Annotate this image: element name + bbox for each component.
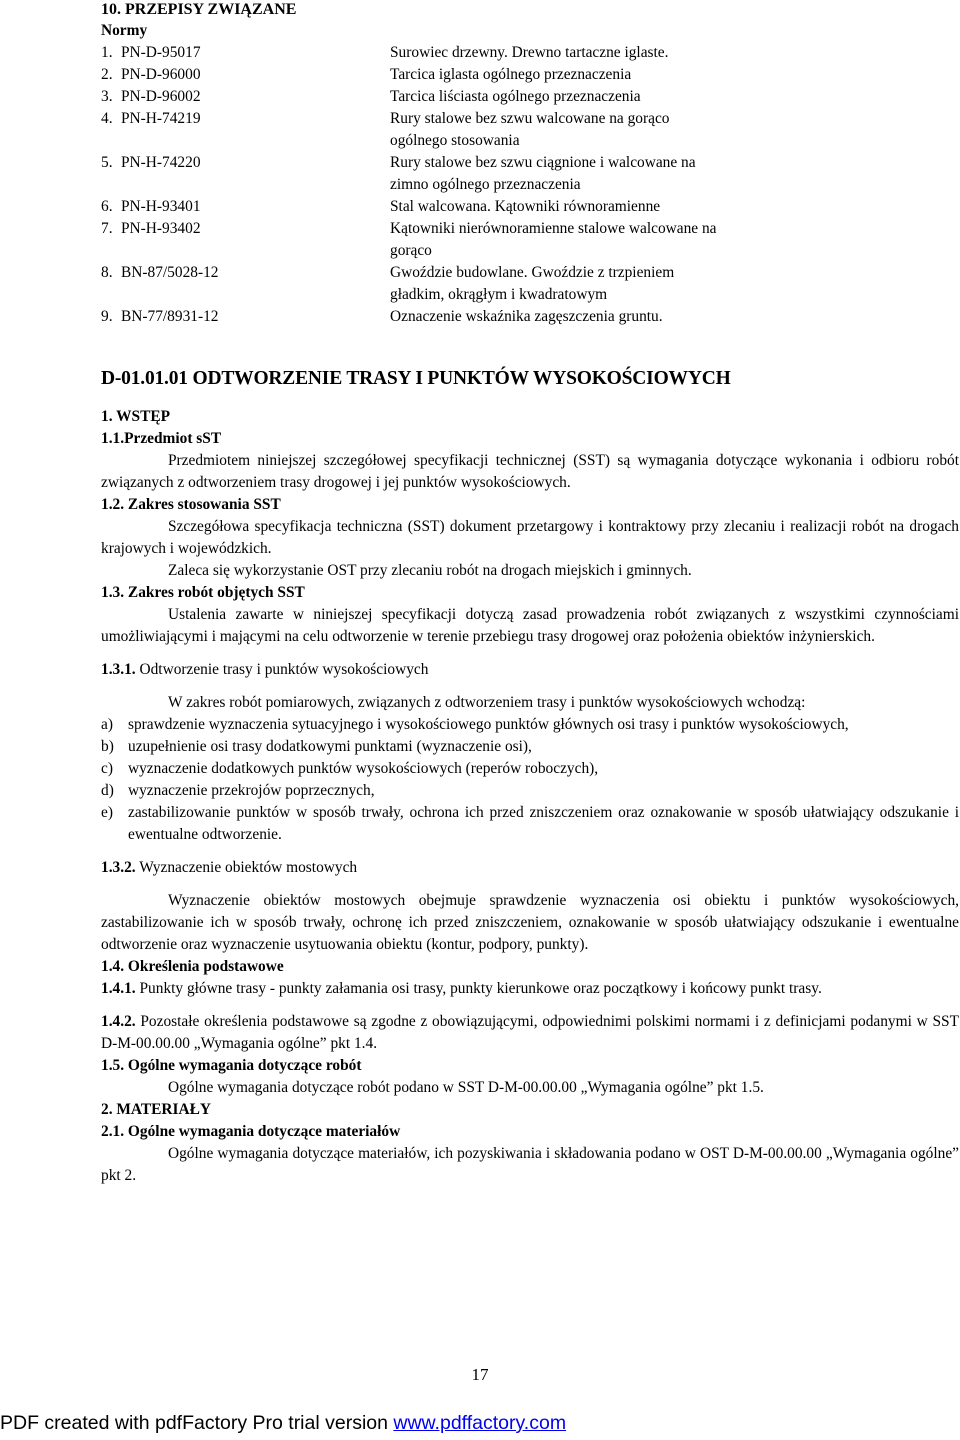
norm-code: BN-77/8931-12	[121, 308, 219, 325]
norm-number	[101, 130, 121, 152]
section-heading-2-1: 2.1. Ogólne wymagania dotyczące materiałów	[101, 1123, 401, 1140]
norm-number: 9.	[101, 308, 113, 325]
list-letter: c)	[101, 760, 113, 777]
norm-code: PN-H-93402	[121, 220, 201, 237]
paragraph-1-3: Ustalenia zawarte w niniejszej specyfikacji dotyczą zasad prowadzenia robót związanych z wszystkimi czynnościami umożliwiającymi i mającymi na celu odtworzenie w terenie przebiegu trasy drogowej oraz położenia obiektów inżynierskich.	[101, 606, 959, 645]
norm-title: Rury stalowe bez szwu walcowane na gorąco	[390, 110, 670, 127]
norm-title: Stal walcowana. Kątowniki równoramienne	[390, 198, 661, 215]
norm-code	[121, 130, 390, 152]
section-heading-1-5: 1.5. Ogólne wymagania dotyczące robót	[101, 1057, 362, 1074]
norm-row	[101, 262, 959, 284]
list-text: zastabilizowanie punktów w sposób trwały, ochrona ich przed zniszczeniem oraz oznakowanie w sposób ułatwiający odszukanie i ewentualne odtworzenie.	[128, 804, 959, 843]
section-heading-1-3-2	[101, 857, 959, 879]
list-text: wyznaczenie przekrojów poprzecznych,	[128, 782, 375, 799]
list-item	[101, 758, 959, 780]
norm-title: zimno ogólnego przeznaczenia	[390, 176, 581, 193]
norm-row	[101, 42, 959, 64]
paragraph-1-3-2: Wyznaczenie obiektów mostowych obejmuje sprawdzenie wyznaczenia osi obiektu i punktów wysokościowych, zastabilizowanie ich w sposób trwały, ochronę ich przed zniszczeniem, oznakowanie w sposób ułatwiający odszukanie i ewentualne odtworzenie oraz wyznaczenie usytuowania obiektu (kontur, podpory, punkty).	[101, 892, 959, 953]
norm-row	[101, 108, 959, 130]
section-heading-1-4: 1.4. Określenia podstawowe	[101, 958, 284, 975]
norm-row	[101, 152, 959, 174]
norm-code	[121, 240, 390, 262]
section-title-1-3-2: Wyznaczenie obiektów mostowych	[135, 859, 358, 876]
norm-title: Kątowniki nierównoramienne stalowe walcowane na	[390, 220, 717, 237]
list-item	[101, 780, 959, 802]
norm-code: PN-D-96000	[121, 66, 201, 83]
norm-code: PN-D-96002	[121, 88, 201, 105]
norm-row-continuation	[101, 284, 959, 306]
norm-number: 1.	[101, 44, 113, 61]
norm-number: 7.	[101, 220, 113, 237]
norm-row-continuation	[101, 130, 959, 152]
norms-label: Normy	[101, 22, 148, 39]
paragraph-1-3-1-intro: W zakres robót pomiarowych, związanych z odtworzeniem trasy i punktów wysokościowych wchodzą:	[168, 694, 806, 711]
list-text: wyznaczenie dodatkowych punktów wysokościowych (reperów roboczych),	[128, 760, 599, 777]
definition-1-4-1: Punkty główne trasy - punkty załamania osi trasy, punkty kierunkowe oraz początkowy i końcowy punkt trasy.	[135, 980, 822, 997]
paragraph-1-5: Ogólne wymagania dotyczące robót podano w SST D-M-00.00.00 „Wymagania ogólne” pkt 1.5.	[168, 1079, 764, 1096]
section-heading-1: 1. WSTĘP	[101, 408, 170, 425]
section-heading-1-3-1	[101, 659, 959, 681]
norm-number: 3.	[101, 88, 113, 105]
spec-title: D-01.01.01 ODTWORZENIE TRASY I PUNKTÓW WYSOKOŚCIOWYCH	[101, 368, 731, 389]
section-title-1-3-1: Odtworzenie trasy i punktów wysokościowych	[135, 661, 429, 678]
norm-number: 8.	[101, 264, 113, 281]
section-heading-1-3: 1.3. Zakres robót objętych SST	[101, 584, 305, 601]
paragraph-2-1: Ogólne wymagania dotyczące materiałów, ich pozyskiwania i składowania podano w OST D-M-00.00.00 „Wymagania ogólne” pkt 2.	[101, 1145, 959, 1184]
norm-code: PN-H-74220	[121, 154, 201, 171]
list-letter: a)	[101, 716, 113, 733]
page-number: 17	[471, 1365, 489, 1384]
document-page	[101, 0, 959, 1187]
norm-number: 4.	[101, 110, 113, 127]
norm-number: 5.	[101, 154, 113, 171]
norm-title: ogólnego stosowania	[390, 132, 520, 149]
list-item	[101, 802, 959, 846]
list-letter: e)	[101, 804, 113, 821]
section-number-1-3-2: 1.3.2.	[101, 859, 136, 876]
norm-number	[101, 284, 121, 306]
norm-number: 2.	[101, 66, 113, 83]
norm-code: PN-D-95017	[121, 44, 201, 61]
norm-number: 6.	[101, 198, 113, 215]
norm-title: Surowiec drzewny. Drewno tartaczne iglaste.	[390, 44, 669, 61]
work-list	[101, 714, 959, 846]
norm-title: Oznaczenie wskaźnika zagęszczenia gruntu.	[390, 308, 663, 325]
norm-number	[101, 240, 121, 262]
norm-code	[121, 174, 390, 196]
norm-title: gorąco	[390, 242, 432, 259]
pdf-footer	[0, 1410, 566, 1436]
norm-row	[101, 86, 959, 108]
norm-row	[101, 64, 959, 86]
norm-row-continuation	[101, 174, 959, 196]
list-letter: d)	[101, 782, 114, 799]
list-letter: b)	[101, 738, 114, 755]
paragraph-1-2-b: Zaleca się wykorzystanie OST przy zlecaniu robót na drogach miejskich i gminnych.	[168, 562, 692, 579]
list-text: sprawdzenie wyznaczenia sytuacyjnego i wysokościowego punktów głównych osi trasy i punktów wysokościowych,	[128, 716, 849, 733]
paragraph-1-1: Przedmiotem niniejszej szczegółowej specyfikacji technicznej (SST) są wymagania dotyczące wykonania i odbioru robót związanych z odtworzeniem trasy drogowej i jej punktów wysokościowych.	[101, 452, 959, 491]
norm-row	[101, 196, 959, 218]
section-heading-1-2: 1.2. Zakres stosowania SST	[101, 496, 281, 513]
list-text: uzupełnienie osi trasy dodatkowymi punktami (wyznaczenie osi),	[128, 738, 532, 755]
section-number-1-4-2: 1.4.2.	[101, 1013, 136, 1030]
paragraph-1-4-2	[101, 1011, 959, 1055]
norm-code: BN-87/5028-12	[121, 264, 219, 281]
norms-list	[101, 42, 959, 328]
norm-title: Tarcica liściasta ogólnego przeznaczenia	[390, 88, 641, 105]
definition-1-4-2: Pozostałe określenia podstawowe są zgodne z obowiązującymi, odpowiednimi polskimi normami i z definicjami podanymi w SST D-M-00.00.00 „Wymagania ogólne” pkt 1.4.	[101, 1013, 959, 1052]
norm-code: PN-H-74219	[121, 110, 201, 127]
norm-number	[101, 174, 121, 196]
footer-link[interactable]: www.pdffactory.com	[393, 1412, 567, 1434]
norm-code: PN-H-93401	[121, 198, 201, 215]
section-number-1-4-1: 1.4.1.	[101, 980, 136, 997]
norm-title: gładkim, okrągłym i kwadratowym	[390, 286, 608, 303]
norm-row	[101, 306, 959, 328]
section-heading-2: 2. MATERIAŁY	[101, 1101, 212, 1118]
norm-row-continuation	[101, 240, 959, 262]
list-item	[101, 736, 959, 758]
section-number-1-3-1: 1.3.1.	[101, 661, 136, 678]
section-heading-10: 10. PRZEPISY ZWIĄZANE	[101, 1, 297, 18]
norm-title: Gwoździe budowlane. Gwoździe z trzpieniem	[390, 264, 675, 281]
norm-code	[121, 284, 390, 306]
norm-row	[101, 218, 959, 240]
norm-title: Rury stalowe bez szwu ciągnione i walcowane na	[390, 154, 696, 171]
paragraph-1-2-a: Szczegółowa specyfikacja techniczna (SST) dokument przetargowy i kontraktowy przy zlecaniu i realizacji robót na drogach krajowych i wojewódzkich.	[101, 518, 959, 557]
norm-title: Tarcica iglasta ogólnego przeznaczenia	[390, 66, 632, 83]
paragraph-1-4-1	[101, 978, 959, 1000]
footer-text: PDF created with pdfFactory Pro trial version	[0, 1412, 394, 1434]
section-heading-1-1: 1.1.Przedmiot sST	[101, 430, 222, 447]
list-item	[101, 714, 959, 736]
